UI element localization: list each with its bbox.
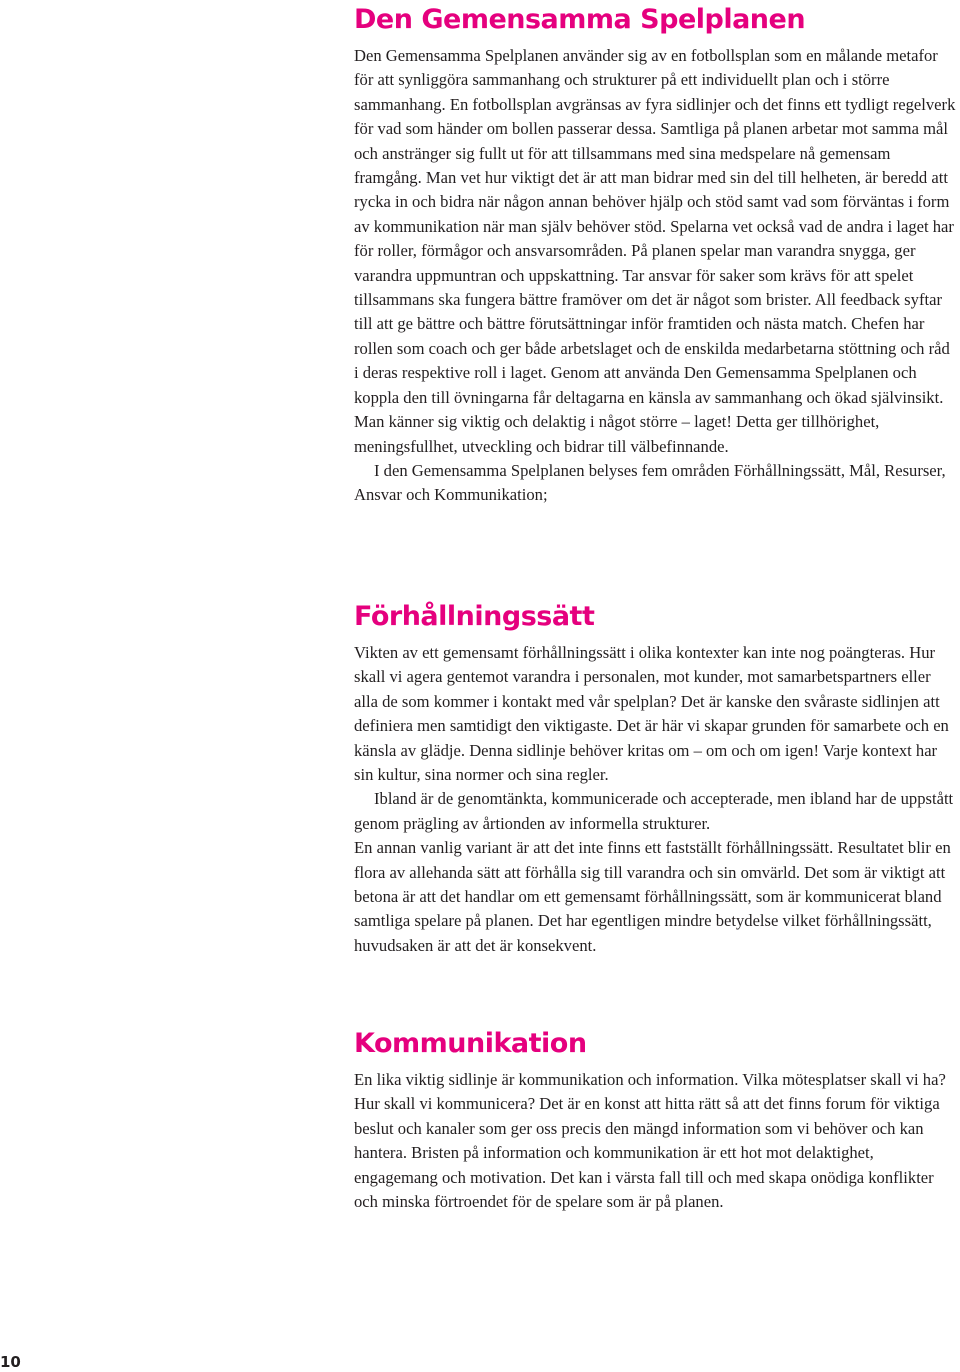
- section-den-gemensamma-spelplanen: [354, 2, 958, 508]
- paragraph: Ibland är de genomtänkta, kommunicerade och accepterade, men ibland har de uppstått genom prägling av årtionden av informella strukturer.: [354, 789, 954, 833]
- section-heading: Den Gemensamma Spelplanen: [354, 4, 806, 35]
- section-heading: Förhållningssätt: [354, 601, 595, 632]
- paragraph: Vikten av ett gemensamt förhållningssätt i olika kontexter kan inte nog poängteras. Hur skall vi agera gentemot varandra i personalen, mot kunder, mot samarbetspartners eller alla de som kommer i kontakt med vår spelplan? Det är kanske den svåraste sidlinjen att definiera men samtidigt den viktigaste. Det är här vi skapar grunden för samarbete och en känsla av glädje. Denna sidlinje behöver kritas om – om och om igen! Varje kontext har sin kultur, sina normer och sina regler.: [354, 643, 949, 785]
- section-heading: Kommunikation: [354, 1028, 587, 1059]
- page-number: 10: [0, 1353, 21, 1371]
- paragraph: I den Gemensamma Spelplanen belyses fem områden Förhållningssätt, Mål, Resurser, Ansvar och Kommunikation;: [354, 460, 946, 505]
- paragraph: En annan vanlig variant är att det inte finns ett fastställt förhållningssätt. Resultatet blir en flora av allehanda sätt att förhålla sig till varandra och sin omvärld. Det som är viktigt att betona är att det handlar om ett gemensamt förhållningssätt, som är kommunicerat bland samtliga spelare på planen. Det har egentligen mindre betydelse vilket förhållningssätt, huvudsaken är att det är konsekvent.: [354, 838, 951, 955]
- section-kommunikation: [354, 1026, 958, 1214]
- paragraph: En lika viktig sidlinje är kommunikation och information. Vilka mötesplatser skall vi ha? Hur skall vi kommunicera? Det är en konst att hitta rätt så att det finns forum för viktiga beslut och kanaler som ger oss precis den mängd information som vi behöver och kan hantera. Bristen på information och kommunikation är ett hot mot delaktighet, engagemang och motivation. Det kan i värsta fall till och med skapa onödiga konflikter och minska förtroendet för de spelare som är på planen.: [354, 1070, 946, 1212]
- section-forhallningssatt: [354, 599, 958, 958]
- paragraph: Den Gemensamma Spelplanen använder sig av en fotbollsplan som en målande metafor för att synliggöra sammanhang och strukturer på ett individuellt plan och i större sammanhang. En fotbollsplan avgränsas av fyra sidlinjer och det finns ett tydligt regelverk för vad som händer om bollen passerar dessa. Samtliga på planen arbetar mot samma mål och anstränger sig fullt ut för att tillsammans med sina medspelare nå gemensam framgång. Man vet hur viktigt det är att man bidrar med sin del till helheten, är beredd att rycka in och bidra när någon annan behöver hjälp och stöd samt vad som förväntas i form av kommunikation när man själv behöver stöd. Spelarna vet också vad de andra i laget har för roller, förmågor och ansvarsområden. På planen spelar man varandra snygga, ger varandra uppmuntran och uppskattning. Tar ansvar för saker som krävs för att spelet tillsammans ska fungera bättre framöver om det är något som brister. All feedback syftar till att ge bättre och bättre förutsättningar inför framtiden och nästa match. Chefen har rollen som coach och ger både arbetslaget och de enskilda medarbetarna stöttning och råd i deras respektive roll i laget. Genom att använda Den Gemensamma Spelplanen och koppla den till övningarna får deltagarna en känsla av sammanhang och ökad självinsikt. Man känner sig viktig och delaktig i något större – laget! Detta ger tillhörighet, meningsfullhet, utveckling och bidrar till välbefinnande.: [354, 46, 956, 456]
